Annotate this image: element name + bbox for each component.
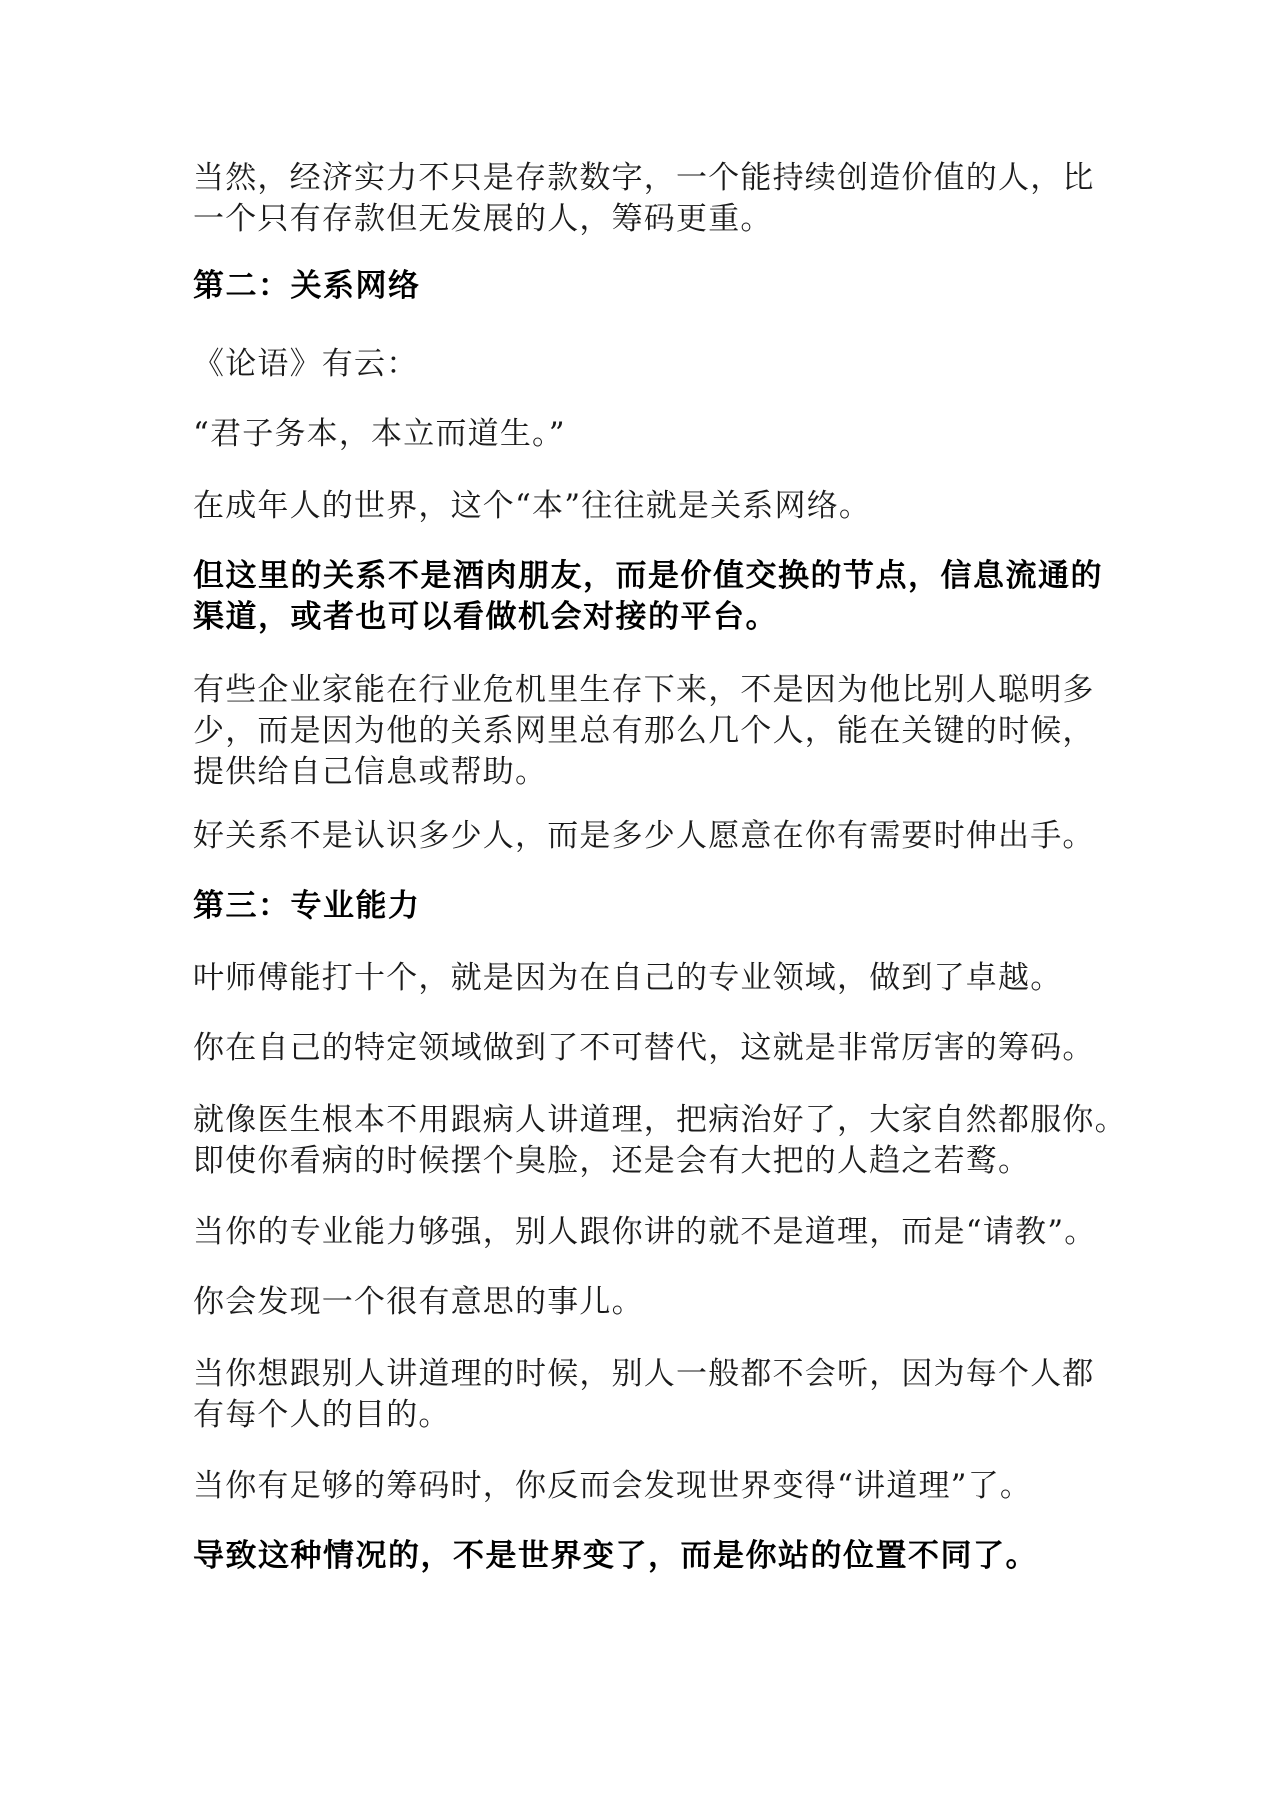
section-heading-relationships: 第二：关系网络	[193, 268, 421, 304]
section-heading-professional-ability: 第三：专业能力	[193, 888, 421, 924]
text-line: 当你想跟别人讲道理的时候，别人一般都不会听，因为每个人都	[193, 1356, 1095, 1392]
text-line: 一个只有存款但无发展的人，筹码更重。	[193, 201, 773, 237]
paragraph-reasoning-others	[193, 1354, 1093, 1436]
paragraph-ip-man: 叶师傅能打十个，就是因为在自己的专业领域，做到了卓越。	[193, 960, 1063, 996]
paragraph-adult-world: 在成年人的世界，这个“本”往往就是关系网络。	[193, 488, 872, 524]
paragraph-conclusion: 导致这种情况的，不是世界变了，而是你站的位置不同了。	[193, 1538, 1038, 1574]
paragraph-ask-for-advice: 当你的专业能力够强，别人跟你讲的就不是道理，而是“请教”。	[193, 1214, 1097, 1250]
text-line: 有每个人的目的。	[193, 1397, 451, 1433]
text-line: 提供给自己信息或帮助。	[193, 754, 548, 790]
paragraph-irreplaceable: 你在自己的特定领域做到了不可替代，这就是非常厉害的筹码。	[193, 1030, 1095, 1066]
text-line: 就像医生根本不用跟病人讲道理，把病治好了，大家自然都服你。	[193, 1102, 1127, 1138]
paragraph-value-exchange	[193, 556, 1103, 638]
paragraph-economic-strength	[193, 158, 1093, 240]
paragraph-doctor-example	[193, 1100, 1127, 1182]
text-line: 即使你看病的时候摆个臭脸，还是会有大把的人趋之若鹜。	[193, 1143, 1031, 1179]
text-line: 有些企业家能在行业危机里生存下来，不是因为他比别人聪明多	[193, 672, 1095, 708]
paragraph-analects-quote: “君子务本，本立而道生。”	[193, 416, 566, 452]
text-line: 少，而是因为他的关系网里总有那么几个人，能在关键的时候，	[193, 713, 1095, 749]
text-line: 渠道，或者也可以看做机会对接的平台。	[193, 599, 778, 635]
text-line: 但这里的关系不是酒肉朋友，而是价值交换的节点，信息流通的	[193, 558, 1103, 594]
paragraph-interesting-thing: 你会发现一个很有意思的事儿。	[193, 1284, 644, 1320]
paragraph-good-relationships: 好关系不是认识多少人，而是多少人愿意在你有需要时伸出手。	[193, 818, 1095, 854]
paragraph-entrepreneurs	[193, 670, 1093, 793]
paragraph-enough-chips: 当你有足够的筹码时，你反而会发现世界变得“讲道理”了。	[193, 1468, 1033, 1504]
text-line: 当然，经济实力不只是存款数字，一个能持续创造价值的人，比	[193, 160, 1095, 196]
paragraph-analects-intro: 《论语》有云：	[193, 346, 419, 382]
